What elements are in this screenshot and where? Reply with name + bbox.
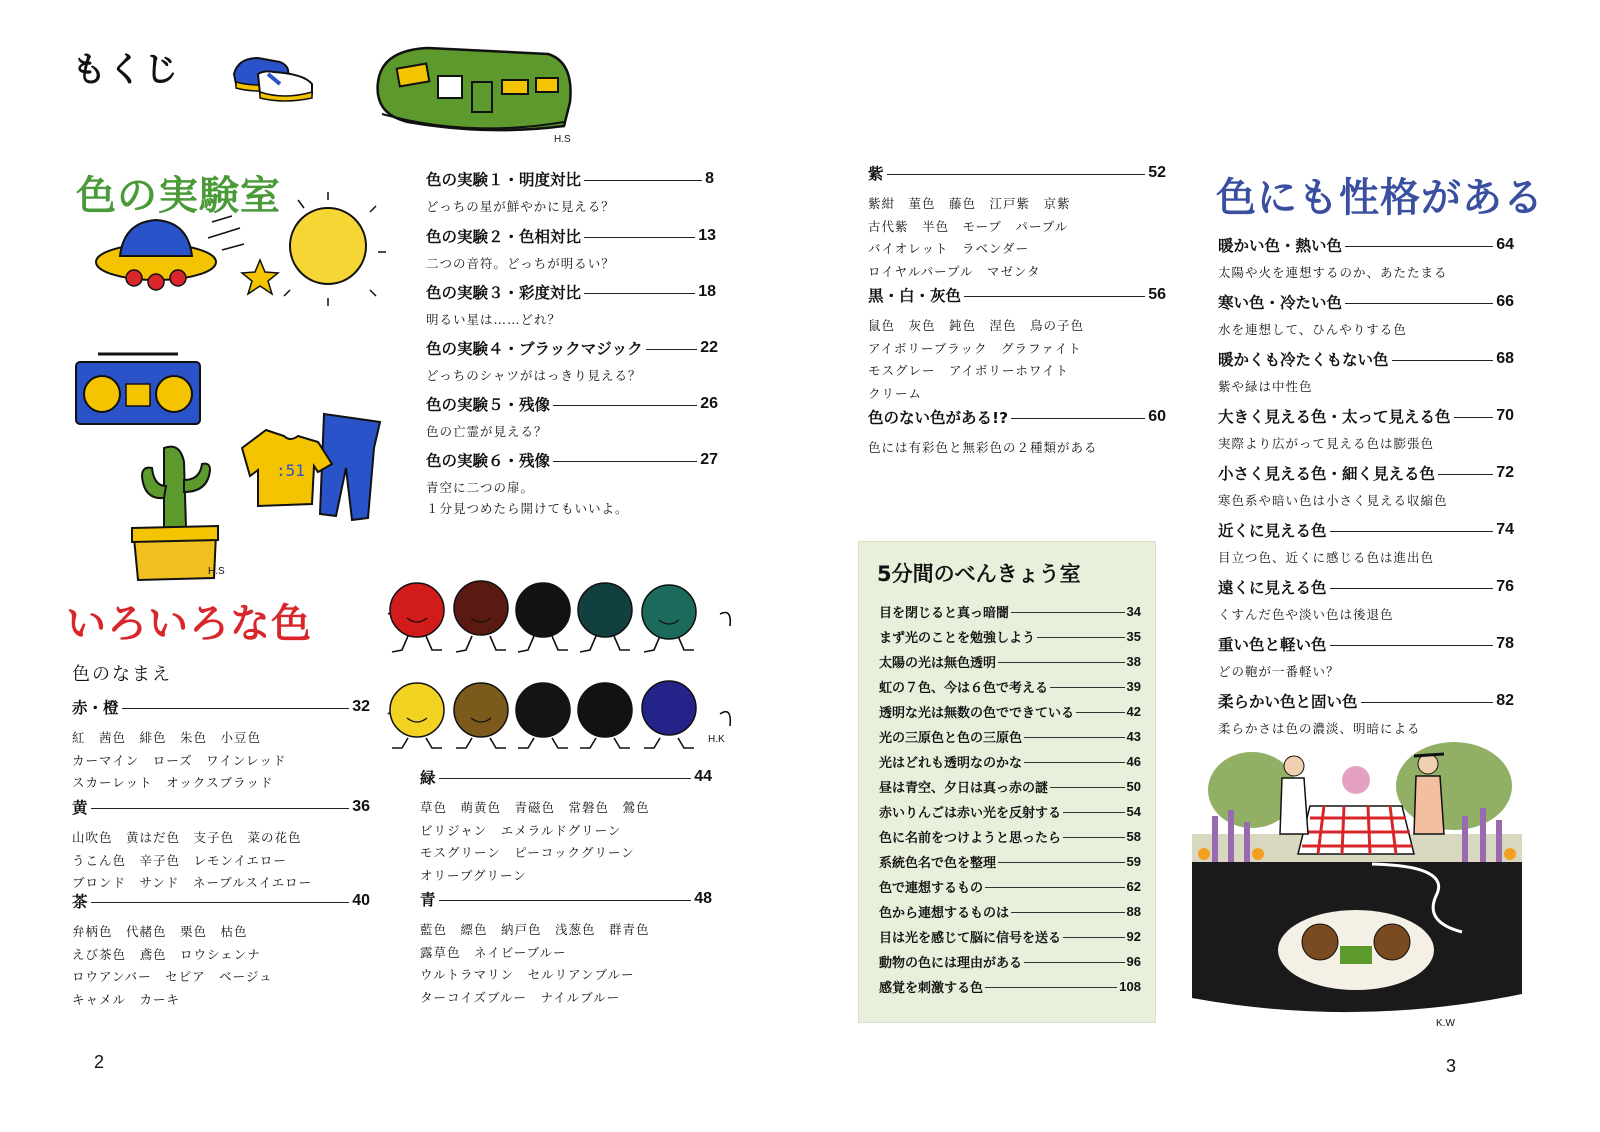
page-number: 18 <box>698 283 716 300</box>
train-illustration <box>368 42 580 138</box>
study-item-title: 色から連想するものは <box>879 906 1010 921</box>
page-number: 82 <box>1496 692 1514 709</box>
illustration-credit: H.S <box>554 134 571 145</box>
personality-title: 大きく見える色・太って見える色 <box>1218 408 1451 426</box>
personality-desc: 水を連想して、ひんやりする色 <box>1218 322 1407 337</box>
study-item-title: 光の三原色と色の三原色 <box>879 731 1023 746</box>
color-names-line: 藍色 縹色 納戸色 浅葱色 群青色 <box>420 922 650 937</box>
page-number: 48 <box>694 890 712 907</box>
personality-desc: 実際より広がって見える色は膨張色 <box>1218 436 1435 451</box>
study-item-title: 感覚を刺激する色 <box>879 981 984 996</box>
page-number-left: 2 <box>94 1052 105 1072</box>
personality-desc: 寒色系や暗い色は小さく見える収縮色 <box>1218 493 1448 508</box>
personality-heading: 色にも性格がある <box>1216 175 1544 221</box>
page-number: 32 <box>352 698 370 715</box>
color-names-list <box>72 921 370 1011</box>
personality-desc: 紫や緑は中性色 <box>1218 379 1313 394</box>
personality-item[interactable] <box>1218 633 1514 683</box>
page-number: 60 <box>1148 408 1166 425</box>
color-names-list <box>420 797 712 887</box>
color-names-line: スカーレット オックスブラッド <box>72 775 274 790</box>
color-names-line: オリーブグリーン <box>420 867 527 883</box>
color-names-line: 色には有彩色と無彩色の２種類がある <box>868 440 1098 455</box>
study-item[interactable] <box>879 652 1141 671</box>
color-names-line: ターコイズブルー ナイルブルー <box>420 989 621 1005</box>
color-names-list <box>868 437 1166 460</box>
personality-title: 暖かくも冷たくもない色 <box>1218 351 1389 369</box>
color-names-line: クリーム <box>868 385 923 401</box>
experiment-title: 色の実験５・残像 <box>426 396 551 414</box>
color-group-title: 青 <box>420 891 436 909</box>
experiment-item-6[interactable] <box>426 449 718 519</box>
study-item-title: 虹の７色、今は６色で考える <box>879 681 1049 696</box>
color-group-title: 緑 <box>420 769 436 787</box>
personality-desc: どの鞄が一番軽い？ <box>1218 664 1340 679</box>
page-number: 72 <box>1496 464 1514 481</box>
color-group-title: 茶 <box>72 893 88 911</box>
illustration-credit-3: H.K <box>708 734 725 745</box>
color-names-line: バイオレット ラベンダー <box>868 241 1030 256</box>
study-item-title: 色で連想するもの <box>879 881 984 896</box>
color-names-line: うこん色 辛子色 レモンイエロー <box>72 852 287 868</box>
color-names-line: アイボリーブラック グラファイト <box>868 340 1082 356</box>
picnic-bears-illustration <box>1192 736 1522 1036</box>
page-number: 92 <box>1126 929 1141 944</box>
study-room-heading: 5分間のべんきょう室 <box>877 562 1081 586</box>
study-item[interactable] <box>879 877 1141 896</box>
color-group-title: 紫 <box>868 165 884 183</box>
page-number: 27 <box>700 451 718 468</box>
color-names-list <box>868 315 1166 405</box>
study-item[interactable] <box>879 977 1141 996</box>
study-room-box <box>858 541 1156 1023</box>
experiment-desc: 二つの音符。どっちが明るい？ <box>426 256 615 271</box>
study-item[interactable] <box>879 852 1141 871</box>
cactus-illustration <box>124 442 224 584</box>
study-item-title: 色に名前をつけようと思ったら <box>879 831 1062 846</box>
personality-item[interactable] <box>1218 690 1514 740</box>
page-number: 43 <box>1126 729 1141 744</box>
page-number: 76 <box>1496 578 1514 595</box>
page-number: 68 <box>1496 350 1514 367</box>
personality-desc: くすんだ色や淡い色は後退色 <box>1218 607 1394 622</box>
color-names-subheading: 色のなまえ <box>72 664 172 685</box>
study-item[interactable] <box>879 952 1141 971</box>
illustration-credit-4: K.W <box>1436 1018 1455 1029</box>
study-item-title: 光はどれも透明なのかな <box>879 756 1023 771</box>
color-names-list <box>72 727 370 795</box>
color-names-line: モスグレー アイボリーホワイト <box>868 363 1070 378</box>
study-item-title: 目は光を感じて脳に信号を送る <box>879 931 1062 946</box>
page-number: 96 <box>1126 954 1141 969</box>
page-number: 44 <box>694 768 712 785</box>
page-number: 46 <box>1126 754 1141 769</box>
study-item[interactable] <box>879 677 1141 696</box>
color-names-line: 紫紺 菫色 藤色 江戸紫 京紫 <box>868 196 1071 211</box>
personality-title: 暖かい色・熱い色 <box>1218 237 1343 255</box>
personality-title: 柔らかい色と固い色 <box>1218 693 1358 711</box>
page-number-right: 3 <box>1446 1056 1457 1076</box>
color-names-line: 鼠色 灰色 鈍色 涅色 鳥の子色 <box>868 318 1085 333</box>
color-group-title: 赤・橙 <box>72 699 119 717</box>
experiment-desc: 明るい星は……どれ？ <box>426 312 562 327</box>
experiment-title: 色の実験３・彩度対比 <box>426 284 582 302</box>
page-number: 74 <box>1496 521 1514 538</box>
page-number: 38 <box>1126 654 1141 669</box>
page-number: 56 <box>1148 286 1166 303</box>
color-group-title: 黒・白・灰色 <box>868 287 962 305</box>
study-item[interactable] <box>879 902 1141 921</box>
color-group-red[interactable] <box>72 696 370 795</box>
radio-illustration <box>74 348 204 428</box>
personality-item[interactable] <box>1218 234 1514 284</box>
page-number: 34 <box>1126 604 1141 619</box>
experiment-title: 色の実験４・ブラックマジック <box>426 340 643 358</box>
personality-desc: 太陽や火を連想するのか、あたたまる <box>1218 265 1448 280</box>
color-names-line: ブロンド サンド ネーブルスイエロー <box>72 875 313 890</box>
color-names-line: 露草色 ネイビーブルー <box>420 944 567 960</box>
page-number: 22 <box>700 339 718 356</box>
personality-title: 小さく見える色・細く見える色 <box>1218 465 1436 483</box>
color-names-line: 紅 茜色 緋色 朱色 小豆色 <box>72 730 262 745</box>
experiment-title: 色の実験２・色相対比 <box>426 228 582 246</box>
page-number: 52 <box>1148 164 1166 181</box>
experiment-desc: どっちのシャツがはっきり見える？ <box>426 368 642 383</box>
color-names-line: 草色 萌黄色 青磁色 常磐色 鶯色 <box>420 800 650 815</box>
page-number: 35 <box>1126 629 1141 644</box>
color-group-title: 色のない色がある!? <box>868 409 1009 427</box>
color-group-achromatic[interactable] <box>868 406 1166 460</box>
color-names-list <box>72 827 370 895</box>
experiment-title: 色の実験６・残像 <box>426 452 551 470</box>
study-item-title: まず光のことを勉強しよう <box>879 631 1036 646</box>
color-group-purple[interactable] <box>868 162 1166 283</box>
color-names-line: ビリジャン エメラルドグリーン <box>420 822 622 838</box>
personality-title: 遠くに見える色 <box>1218 579 1327 597</box>
toc-title: もくじ <box>72 50 180 90</box>
study-item[interactable] <box>879 727 1141 746</box>
page-number: 42 <box>1126 704 1141 719</box>
study-item[interactable] <box>879 927 1141 946</box>
personality-item[interactable] <box>1218 291 1514 341</box>
color-group-black-white-gray[interactable] <box>868 284 1166 405</box>
experiment-desc: 青空に二つの扉。 <box>426 480 535 495</box>
color-names-line: ウルトラマリン セルリアンブルー <box>420 967 635 982</box>
study-item-title: 昼は青空、夕日は真っ赤の謎 <box>879 781 1049 796</box>
color-names-list <box>420 919 712 1009</box>
experiment-item-1[interactable] <box>426 168 714 218</box>
study-item-title: 太陽の光は無色透明 <box>879 656 997 671</box>
color-names-line: ロイヤルパープル マゼンタ <box>868 263 1041 279</box>
study-item[interactable] <box>879 602 1141 621</box>
color-group-blue[interactable] <box>420 888 712 1009</box>
color-group-yellow[interactable] <box>72 796 370 895</box>
page-number: 39 <box>1126 679 1141 694</box>
color-names-line: モスグリーン ピーコックグリーン <box>420 845 635 860</box>
page-number: 50 <box>1126 779 1141 794</box>
color-names-line: えび茶色 鳶色 ロウシェンナ <box>72 946 261 962</box>
color-names-line: ロウアンバー セピア ベージュ <box>72 969 273 984</box>
ufo-sun-star-illustration <box>94 186 394 316</box>
experiment-item-5[interactable] <box>426 393 718 443</box>
shirt-jeans-illustration <box>228 408 392 528</box>
study-item-title: 赤いりんごは赤い光を反射する <box>879 806 1062 821</box>
color-names-line: 弁柄色 代赭色 栗色 枯色 <box>72 924 248 939</box>
illustration-credit-2: H.S <box>208 566 225 577</box>
color-names-list <box>868 193 1166 283</box>
personality-title: 重い色と軽い色 <box>1218 636 1327 654</box>
page-number: 54 <box>1126 804 1141 819</box>
personality-item[interactable] <box>1218 462 1514 512</box>
color-group-title: 黄 <box>72 799 88 817</box>
sneakers-illustration <box>228 44 320 106</box>
experiment-item-3[interactable] <box>426 281 716 331</box>
study-item[interactable] <box>879 752 1141 771</box>
experiment-item-2[interactable] <box>426 225 716 275</box>
color-group-brown[interactable] <box>72 890 370 1011</box>
experiment-desc: どっちの星が鮮やかに見える？ <box>426 199 615 214</box>
page-number: 40 <box>352 892 370 909</box>
personality-title: 寒い色・冷たい色 <box>1218 294 1343 312</box>
page-number: 108 <box>1119 979 1141 994</box>
page-number: 78 <box>1496 635 1514 652</box>
page-number: 58 <box>1126 829 1141 844</box>
page-number: 8 <box>705 170 714 187</box>
study-item-title: 系統色名で色を整理 <box>879 856 997 871</box>
experiment-title: 色の実験１・明度対比 <box>426 171 582 189</box>
study-item-title: 透明な光は無数の色でできている <box>879 706 1075 721</box>
experiment-desc-2: １分見つめたら開けてもいいよ。 <box>426 500 629 516</box>
page-number: 70 <box>1496 407 1514 424</box>
page-number: 36 <box>352 798 370 815</box>
experiments-heading: 色の実験室 <box>76 173 281 219</box>
study-item[interactable] <box>879 777 1141 796</box>
svg-text::51: :51 <box>276 461 305 480</box>
personality-desc: 柔らかさは色の濃淡、明暗による <box>1218 721 1421 736</box>
color-group-green[interactable] <box>420 766 712 887</box>
color-names-line: カーマイン ローズ ワインレッド <box>72 752 287 768</box>
study-item[interactable] <box>879 627 1141 646</box>
study-item[interactable] <box>879 827 1141 846</box>
page-number: 59 <box>1126 854 1141 869</box>
page-number: 66 <box>1496 293 1514 310</box>
experiment-item-4[interactable] <box>426 337 718 387</box>
page-number: 13 <box>698 227 716 244</box>
experiment-desc: 色の亡霊が見える？ <box>426 424 548 439</box>
page-number: 88 <box>1126 904 1141 919</box>
study-item[interactable] <box>879 802 1141 821</box>
colors-heading: いろいろな色 <box>66 601 312 647</box>
personality-desc: 目立つ色、近くに感じる色は進出色 <box>1218 550 1435 565</box>
page-number: 62 <box>1126 879 1141 894</box>
study-item-title: 目を閉じると真っ暗闇 <box>879 606 1010 621</box>
color-names-line: キャメル カーキ <box>72 991 181 1007</box>
personality-item[interactable] <box>1218 576 1514 626</box>
personality-item[interactable] <box>1218 519 1514 569</box>
page-number: 26 <box>700 395 718 412</box>
color-balls-illustration <box>380 578 744 750</box>
color-names-line: 古代紫 半色 モーブ パープル <box>868 218 1069 234</box>
page-number: 64 <box>1496 236 1514 253</box>
personality-title: 近くに見える色 <box>1218 522 1327 540</box>
study-item-title: 動物の色には理由がある <box>879 956 1023 971</box>
color-names-line: 山吹色 黄はだ色 支子色 菜の花色 <box>72 830 302 845</box>
personality-item[interactable] <box>1218 405 1514 455</box>
study-item[interactable] <box>879 702 1141 721</box>
personality-item[interactable] <box>1218 348 1514 398</box>
